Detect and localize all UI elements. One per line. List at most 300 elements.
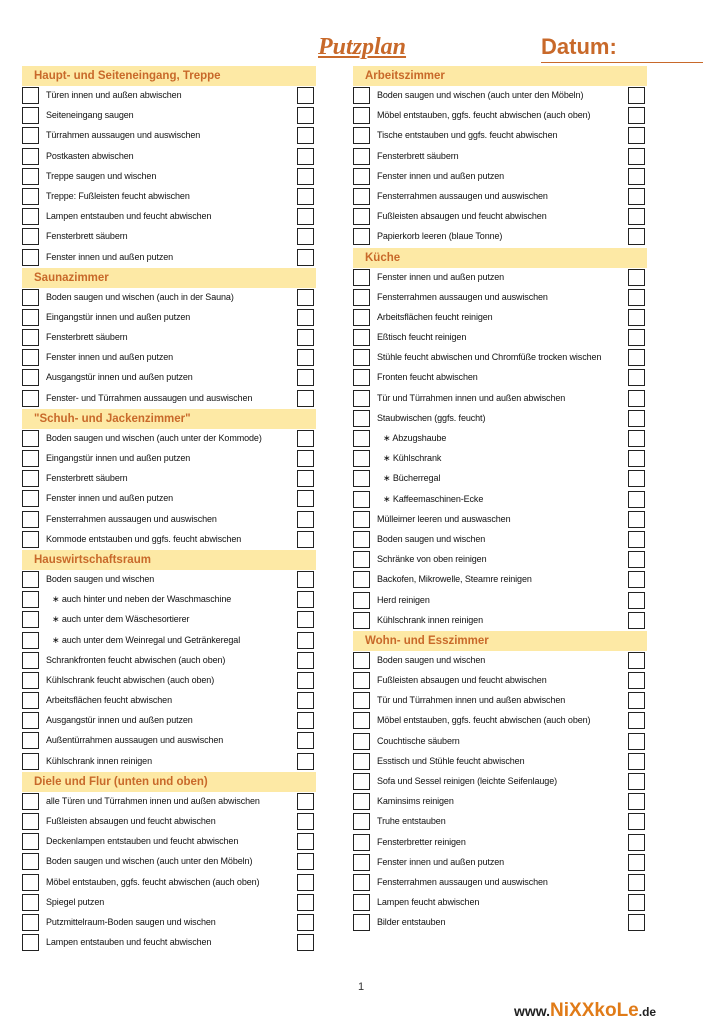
checklist-item: [22, 752, 316, 772]
checklist-item: [22, 207, 316, 227]
checkbox-done[interactable]: [297, 531, 314, 548]
checklist-item-label: Lampen entstauben und feucht abwischen: [46, 937, 212, 948]
checkbox-done[interactable]: [628, 208, 645, 225]
checklist-item: [353, 550, 647, 570]
checkbox[interactable]: [22, 107, 39, 124]
checkbox[interactable]: [22, 148, 39, 165]
checkbox[interactable]: [22, 753, 39, 770]
checklist-item: [22, 510, 316, 530]
checklist-item-label: Eingangstür innen und außen putzen: [46, 453, 191, 463]
checkbox-done[interactable]: [628, 148, 645, 165]
checklist-item: [353, 368, 647, 388]
checklist-item-label: Kühlschrank innen reinigen: [46, 755, 152, 766]
checkbox-done[interactable]: [628, 107, 645, 124]
checklist-item: [22, 489, 316, 509]
checkbox[interactable]: [353, 773, 370, 790]
checklist-item: [22, 792, 316, 812]
checklist-item: [353, 812, 647, 832]
checkbox-done[interactable]: [297, 571, 314, 588]
checkbox-done[interactable]: [628, 692, 645, 709]
checklist-item-label: Fensterbrett säubern: [46, 332, 128, 343]
checkbox[interactable]: [353, 168, 370, 185]
checklist-item-label: Ausgangstür innen und außen putzen: [46, 372, 193, 383]
checkbox[interactable]: [22, 87, 39, 104]
section-header: Küche: [353, 248, 647, 268]
checkbox[interactable]: [22, 853, 39, 870]
checkbox-done[interactable]: [628, 491, 645, 508]
checkbox[interactable]: [22, 188, 39, 205]
checkbox-done[interactable]: [628, 531, 645, 548]
checkbox-done[interactable]: [297, 208, 314, 225]
checkbox[interactable]: [22, 450, 39, 467]
checkbox[interactable]: [22, 833, 39, 850]
checkbox-done[interactable]: [628, 773, 645, 790]
checkbox[interactable]: [22, 329, 39, 346]
checklist-item-label: Türrahmen aussaugen und auswischen: [46, 130, 201, 141]
checklist-item: [353, 227, 647, 247]
checkbox-done[interactable]: [628, 329, 645, 346]
checklist-item-label: Schränke von oben reinigen: [377, 554, 487, 565]
checkbox[interactable]: [22, 692, 39, 709]
checklist-item-label: Fenster innen und außen putzen: [46, 493, 174, 504]
checklist-item: [353, 449, 647, 469]
checklist-item-label: Möbel entstauben, ggfs. feucht abwischen (auch oben): [377, 715, 591, 726]
checklist-item: [22, 187, 316, 207]
checkbox[interactable]: [22, 470, 39, 487]
checklist-item-label: Tür und Türrahmen innen und außen abwischen: [377, 392, 566, 403]
checklist-item: [22, 651, 316, 671]
checklist-item: [353, 752, 647, 772]
checkbox[interactable]: [353, 470, 370, 487]
checklist-item: [353, 328, 647, 348]
checkbox[interactable]: [22, 712, 39, 729]
checklist-item: [22, 913, 316, 933]
checkbox-done[interactable]: [297, 874, 314, 891]
checkbox-done[interactable]: [297, 309, 314, 326]
checkbox[interactable]: [353, 571, 370, 588]
checkbox[interactable]: [22, 511, 39, 528]
page-number: 1: [358, 981, 365, 993]
checklist-item-label: Boden saugen und wischen (auch unter den Möbeln): [46, 856, 253, 867]
checklist-item-label: Fenster innen und außen putzen: [377, 856, 505, 867]
checkbox[interactable]: [353, 269, 370, 286]
checkbox[interactable]: [353, 329, 370, 346]
checklist-item: [353, 308, 647, 328]
checkbox-done[interactable]: [628, 854, 645, 871]
checklist-item-label: Spiegel putzen: [46, 896, 105, 907]
checkbox[interactable]: [22, 591, 39, 608]
checklist-item-label: Fenster innen und außen putzen: [46, 352, 174, 363]
date-label: Datum:: [541, 34, 617, 59]
checkbox-done[interactable]: [297, 349, 314, 366]
checklist-item-label: Fußleisten absaugen und feucht abwischen: [46, 816, 216, 826]
checklist-item-label: Boden saugen und wischen (auch unter den Möbeln): [377, 90, 584, 100]
checkbox-done[interactable]: [628, 269, 645, 286]
checklist-item-label: Boden saugen und wischen: [377, 533, 486, 544]
checkbox-done[interactable]: [628, 894, 645, 911]
checkbox[interactable]: [353, 228, 370, 245]
checkbox-done[interactable]: [628, 672, 645, 689]
checkbox[interactable]: [353, 612, 370, 629]
checkbox[interactable]: [22, 289, 39, 306]
checklist-item: [22, 167, 316, 187]
checklist-item-label: Papierkorb leeren (blaue Tonne): [377, 231, 503, 242]
checklist-item: [353, 187, 647, 207]
section-header: Arbeitszimmer: [353, 66, 647, 86]
checklist-item: [353, 510, 647, 530]
checklist-item: [353, 853, 647, 873]
checklist-item: [353, 833, 647, 853]
checkbox[interactable]: [22, 430, 39, 447]
checklist-item: [22, 288, 316, 308]
checkbox[interactable]: [22, 369, 39, 386]
checkbox[interactable]: [353, 712, 370, 729]
checkbox[interactable]: [353, 652, 370, 669]
checkbox[interactable]: [353, 914, 370, 931]
checkbox-done[interactable]: [628, 712, 645, 729]
right-column: [353, 66, 647, 934]
checkbox-done[interactable]: [628, 369, 645, 386]
checkbox[interactable]: [353, 208, 370, 225]
checkbox[interactable]: [22, 390, 39, 407]
checkbox-done[interactable]: [297, 712, 314, 729]
checkbox[interactable]: [22, 632, 39, 649]
checklist-item-label: Schrankfronten feucht abwischen (auch oben): [46, 654, 226, 665]
checklist-item-label: Fenster innen und außen putzen: [46, 251, 174, 262]
checklist-item: [22, 429, 316, 449]
checklist-item: [22, 873, 316, 893]
checklist-item: [353, 611, 647, 631]
checkbox[interactable]: [353, 753, 370, 770]
checkbox-done[interactable]: [297, 249, 314, 266]
checklist-item: [353, 126, 647, 146]
checkbox-done[interactable]: [628, 511, 645, 528]
checklist-item-label: Fußleisten absaugen und feucht abwischen: [377, 675, 547, 686]
checkbox-done[interactable]: [297, 127, 314, 144]
checkbox[interactable]: [353, 551, 370, 568]
checklist-item-label: ∗ auch unter dem Weinregal und Getränkeregal: [52, 635, 240, 646]
checkbox[interactable]: [353, 369, 370, 386]
checklist-item: [22, 852, 316, 872]
checkbox-done[interactable]: [628, 349, 645, 366]
checkbox-done[interactable]: [628, 733, 645, 750]
checklist-item-label: Boden saugen und wischen (auch in der Sauna): [46, 291, 234, 302]
checklist-item: [353, 893, 647, 913]
checkbox[interactable]: [353, 854, 370, 871]
checkbox-done[interactable]: [628, 834, 645, 851]
checklist-item: [22, 610, 316, 630]
checkbox[interactable]: [22, 934, 39, 951]
checkbox[interactable]: [22, 652, 39, 669]
left-column: [22, 66, 316, 953]
checkbox[interactable]: [353, 692, 370, 709]
checklist-item: [22, 570, 316, 590]
checkbox-done[interactable]: [297, 430, 314, 447]
checkbox-done[interactable]: [297, 894, 314, 911]
checklist-item-label: Postkasten abwischen: [46, 150, 134, 161]
section-header: Diele und Flur (unten und oben): [22, 772, 316, 792]
checkbox-done[interactable]: [628, 652, 645, 669]
checklist-item-label: Kommode entstauben und ggfs. feucht abwischen: [46, 533, 242, 544]
checkbox-done[interactable]: [297, 148, 314, 165]
checklist-item-label: Deckenlampen entstauben und feucht abwischen: [46, 836, 239, 847]
checklist-item: [22, 530, 316, 550]
checkbox[interactable]: [353, 834, 370, 851]
checkbox-done[interactable]: [297, 753, 314, 770]
checkbox-done[interactable]: [628, 309, 645, 326]
checkbox[interactable]: [353, 874, 370, 891]
checkbox[interactable]: [353, 309, 370, 326]
checkbox[interactable]: [353, 289, 370, 306]
checklist-item: [22, 933, 316, 953]
checklist-item-label: Bilder entstauben: [377, 917, 446, 928]
checkbox[interactable]: [353, 410, 370, 427]
checkbox[interactable]: [353, 813, 370, 830]
checklist-item: [22, 812, 316, 832]
checkbox[interactable]: [353, 127, 370, 144]
checklist-item: [22, 308, 316, 328]
checklist-item-label: Fenster- und Türrahmen aussaugen und auswischen: [46, 392, 253, 403]
checkbox[interactable]: [22, 208, 39, 225]
checklist-item: [353, 591, 647, 611]
checkbox[interactable]: [22, 793, 39, 810]
checkbox[interactable]: [353, 733, 370, 750]
checkbox[interactable]: [22, 309, 39, 326]
section-header: Wohn- und Esszimmer: [353, 631, 647, 651]
checklist-item: [22, 389, 316, 409]
checkbox-done[interactable]: [297, 490, 314, 507]
checklist-item-label: ∗ Kaffeemaschinen-Ecke: [383, 494, 483, 505]
checkbox-done[interactable]: [628, 592, 645, 609]
checklist-item-label: Staubwischen (ggfs. feucht): [377, 412, 486, 423]
checkbox-done[interactable]: [297, 470, 314, 487]
checkbox[interactable]: [353, 107, 370, 124]
checklist-item: [353, 530, 647, 550]
checklist-item: [353, 348, 647, 368]
checkbox-done[interactable]: [297, 611, 314, 628]
checklist-item: [22, 328, 316, 348]
checklist-item-label: Fensterbrett säubern: [377, 150, 459, 161]
checkbox-done[interactable]: [628, 753, 645, 770]
checklist-item-label: Fenster innen und außen putzen: [377, 170, 505, 181]
checklist-item-label: ∗ auch hinter und neben der Waschmaschine: [52, 594, 231, 605]
checklist-item: [22, 126, 316, 146]
checkbox[interactable]: [353, 793, 370, 810]
checklist-item-label: Tür und Türrahmen innen und außen abwischen: [377, 695, 566, 706]
checkbox[interactable]: [353, 672, 370, 689]
checkbox-done[interactable]: [628, 551, 645, 568]
checklist-item-label: Fußleisten absaugen und feucht abwischen: [377, 211, 547, 222]
checkbox[interactable]: [22, 611, 39, 628]
checkbox[interactable]: [353, 450, 370, 467]
checkbox[interactable]: [22, 531, 39, 548]
checkbox-done[interactable]: [628, 168, 645, 185]
checklist-item-label: Stühle feucht abwischen und Chromfüße trocken wischen: [377, 352, 602, 363]
checkbox-done[interactable]: [297, 329, 314, 346]
checklist-item-label: Lampen entstauben und feucht abwischen: [46, 211, 212, 222]
checkbox-done[interactable]: [297, 632, 314, 649]
checklist-item: [353, 772, 647, 792]
checkbox-done[interactable]: [297, 934, 314, 951]
checkbox[interactable]: [22, 127, 39, 144]
checklist-item: [353, 167, 647, 187]
checkbox-done[interactable]: [628, 390, 645, 407]
checklist-item: [353, 469, 647, 489]
checkbox-done[interactable]: [297, 793, 314, 810]
checkbox-done[interactable]: [628, 410, 645, 427]
checkbox-done[interactable]: [297, 732, 314, 749]
checkbox[interactable]: [353, 592, 370, 609]
checklist-item: [353, 671, 647, 691]
checkbox-done[interactable]: [628, 874, 645, 891]
checklist-item-label: Tische entstauben und ggfs. feucht abwischen: [377, 130, 558, 141]
checkbox-done[interactable]: [297, 289, 314, 306]
section-header: Haupt- und Seiteneingang, Treppe: [22, 66, 316, 86]
checklist-item-label: alle Türen und Türrahmen innen und außen abwischen: [46, 795, 260, 806]
checklist-item-label: Truhe entstauben: [377, 816, 446, 827]
checkbox[interactable]: [353, 511, 370, 528]
checkbox-done[interactable]: [297, 591, 314, 608]
date-line: [541, 62, 703, 63]
checklist-item: [22, 368, 316, 388]
checkbox[interactable]: [353, 148, 370, 165]
checkbox-done[interactable]: [297, 914, 314, 931]
checklist-item-label: Arbeitsflächen feucht abwischen: [46, 695, 172, 706]
checklist-item: [353, 268, 647, 288]
checkbox[interactable]: [22, 249, 39, 266]
checklist-item-label: Eßtisch feucht reinigen: [377, 332, 467, 343]
page-title: Putzplan: [318, 34, 407, 60]
checkbox-done[interactable]: [628, 612, 645, 629]
checklist-item-label: Fensterbretter reinigen: [377, 836, 466, 847]
checklist-item: [22, 106, 316, 126]
checkbox-done[interactable]: [297, 188, 314, 205]
checkbox-done[interactable]: [297, 853, 314, 870]
checkbox[interactable]: [22, 672, 39, 689]
watermark-logo: www.NiXXkoLe.de: [514, 1000, 657, 1021]
checklist-item-label: Boden saugen und wischen: [46, 573, 155, 584]
checklist-item: [22, 227, 316, 247]
checkbox[interactable]: [22, 894, 39, 911]
checklist-item: [353, 429, 647, 449]
checkbox-done[interactable]: [628, 228, 645, 245]
checklist-item-label: Fensterbrett säubern: [46, 231, 128, 242]
checkbox-done[interactable]: [297, 652, 314, 669]
checklist-item-label: Kühlschrank innen reinigen: [377, 614, 483, 625]
checklist-item: [22, 832, 316, 852]
checklist-item: [22, 248, 316, 268]
checklist-item: [353, 490, 647, 510]
checkbox[interactable]: [22, 813, 39, 830]
checkbox[interactable]: [353, 87, 370, 104]
checklist-item: [353, 570, 647, 590]
checkbox-done[interactable]: [297, 107, 314, 124]
checkbox-done[interactable]: [628, 430, 645, 447]
checkbox-done[interactable]: [297, 369, 314, 386]
checklist-item-label: Esstisch und Stühle feucht abwischen: [377, 755, 525, 766]
checkbox-done[interactable]: [628, 813, 645, 830]
checkbox-done[interactable]: [628, 127, 645, 144]
checkbox-done[interactable]: [297, 833, 314, 850]
checkbox-done[interactable]: [628, 914, 645, 931]
checkbox-done[interactable]: [297, 450, 314, 467]
checklist-item: [22, 631, 316, 651]
checklist-item-label: Ausgangstür innen und außen putzen: [46, 715, 193, 726]
checklist-item: [22, 893, 316, 913]
checkbox-done[interactable]: [628, 470, 645, 487]
checklist-item-label: Möbel entstauben, ggfs. feucht abwischen (auch oben): [377, 110, 591, 121]
checklist-item-label: Sofa und Sessel reinigen (leichte Seifenlauge): [377, 776, 558, 786]
checkbox[interactable]: [353, 531, 370, 548]
section-header: Saunazimmer: [22, 268, 316, 288]
checkbox-done[interactable]: [628, 571, 645, 588]
checklist-item-label: Fronten feucht abwischen: [377, 372, 478, 383]
checkbox[interactable]: [22, 732, 39, 749]
checkbox[interactable]: [353, 894, 370, 911]
checklist-item: [22, 147, 316, 167]
checklist-item: [22, 86, 316, 106]
checkbox[interactable]: [353, 491, 370, 508]
checkbox[interactable]: [22, 914, 39, 931]
checklist-item-label: Herd reinigen: [377, 594, 430, 605]
checklist-item-label: Fensterrahmen aussaugen und auswischen: [377, 876, 548, 887]
checkbox[interactable]: [22, 571, 39, 588]
checkbox-done[interactable]: [297, 511, 314, 528]
checklist-item: [22, 348, 316, 368]
checklist-item-label: Couchtische säubern: [377, 735, 460, 746]
checkbox-done[interactable]: [297, 672, 314, 689]
checklist-item: [353, 792, 647, 812]
checklist-item-label: Kühlschrank feucht abwischen (auch oben): [46, 674, 215, 685]
checkbox-done[interactable]: [628, 289, 645, 306]
checklist-item-label: Türen innen und außen abwischen: [46, 90, 182, 100]
checklist-item-label: Backofen, Mikrowelle, Steamre reinigen: [377, 574, 532, 585]
checklist-item: [353, 651, 647, 671]
checkbox[interactable]: [22, 349, 39, 366]
checkbox-done[interactable]: [297, 168, 314, 185]
checkbox[interactable]: [353, 349, 370, 366]
checklist-item-label: Boden saugen und wischen: [377, 654, 486, 665]
checkbox[interactable]: [353, 430, 370, 447]
checklist-item: [353, 147, 647, 167]
checkbox[interactable]: [22, 228, 39, 245]
checkbox-done[interactable]: [297, 813, 314, 830]
checkbox-done[interactable]: [628, 188, 645, 205]
checkbox-done[interactable]: [297, 390, 314, 407]
checkbox[interactable]: [22, 490, 39, 507]
checklist-item: [353, 913, 647, 933]
checkbox-done[interactable]: [297, 228, 314, 245]
checklist-item-label: ∗ auch unter dem Wäschesortierer: [52, 614, 189, 625]
checkbox[interactable]: [353, 188, 370, 205]
checklist-item: [353, 288, 647, 308]
checklist-item-label: Eingangstür innen und außen putzen: [46, 311, 191, 322]
checklist-item: [353, 409, 647, 429]
checklist-item-label: Fensterbrett säubern: [46, 473, 128, 484]
checkbox-done[interactable]: [628, 793, 645, 810]
checkbox-done[interactable]: [297, 87, 314, 104]
checkbox[interactable]: [353, 390, 370, 407]
checkbox[interactable]: [22, 874, 39, 891]
checklist-item-label: Treppe saugen und wischen: [46, 170, 157, 181]
checklist-item-label: Kaminsims reinigen: [377, 796, 454, 807]
checkbox-done[interactable]: [628, 450, 645, 467]
checklist-item-label: Fensterrahmen aussaugen und auswischen: [377, 291, 548, 302]
checkbox-done[interactable]: [628, 87, 645, 104]
checklist-item: [353, 106, 647, 126]
checkbox[interactable]: [22, 168, 39, 185]
checkbox-done[interactable]: [297, 692, 314, 709]
